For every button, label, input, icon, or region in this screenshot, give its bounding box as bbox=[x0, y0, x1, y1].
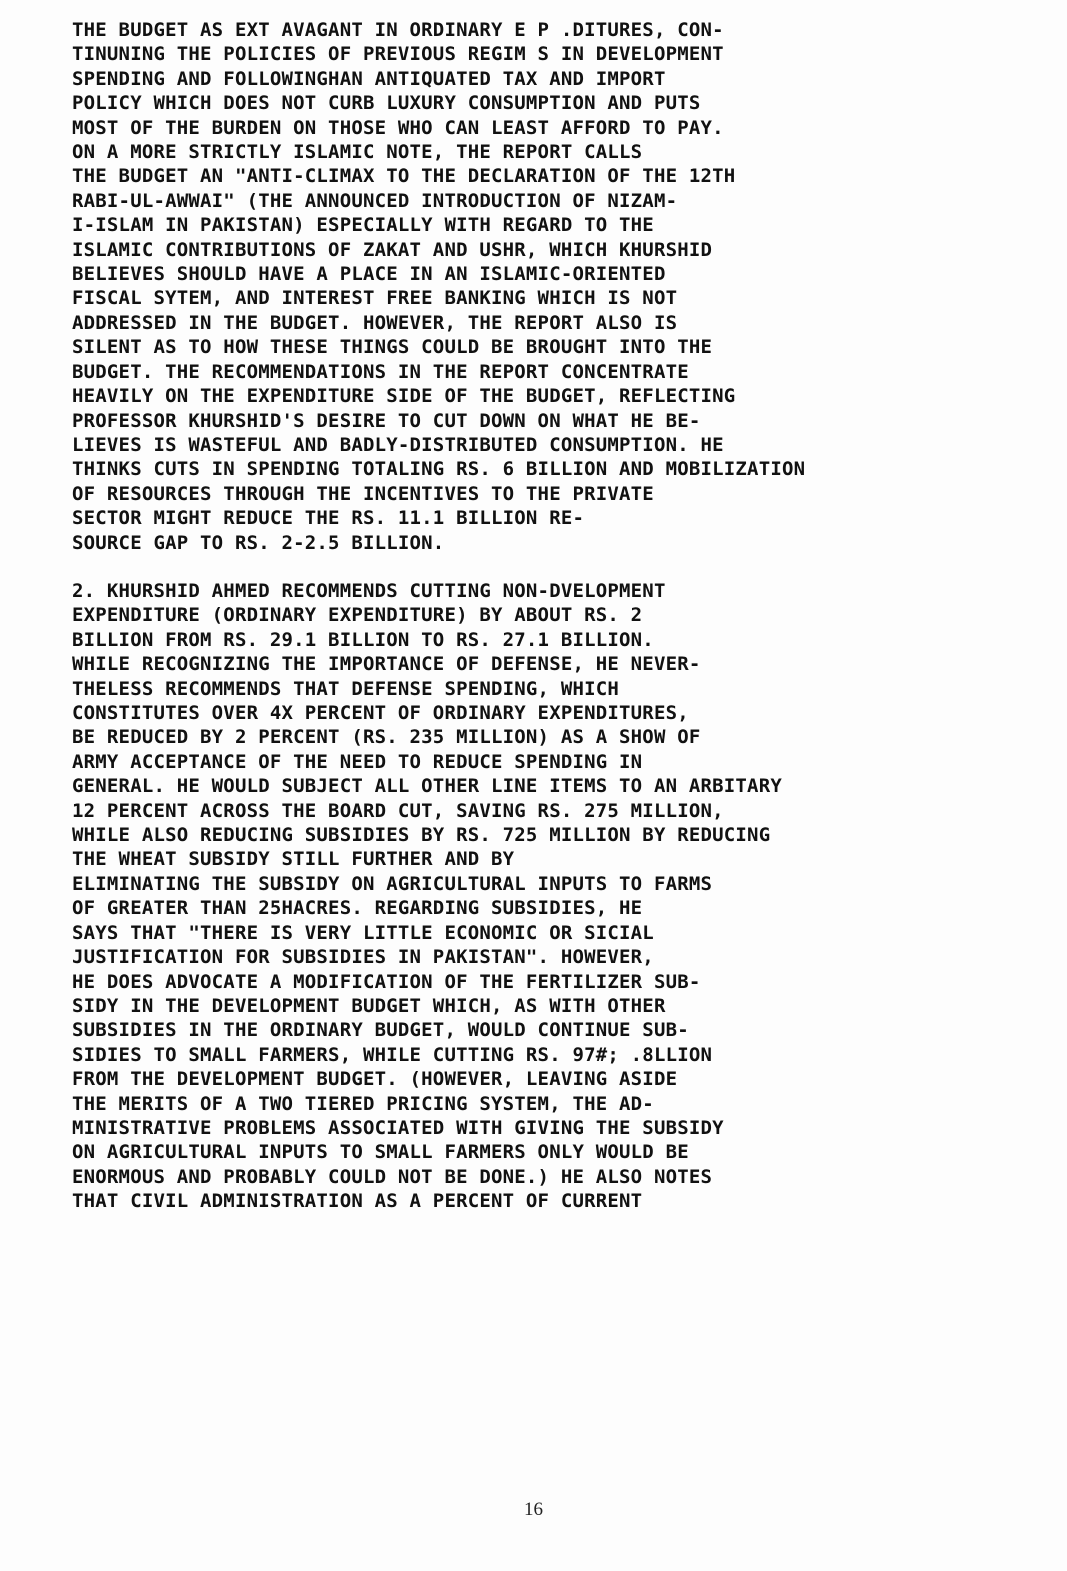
text-line: MINISTRATIVE PROBLEMS ASSOCIATED WITH GIVING THE SUBSIDY bbox=[72, 1116, 724, 1139]
text-line: SILENT AS TO HOW THESE THINGS COULD BE BROUGHT INTO THE bbox=[72, 336, 713, 359]
text-line: BUDGET. THE RECOMMENDATIONS IN THE REPORT CONCENTRATE bbox=[72, 360, 689, 383]
text-line: THE BUDGET AS EXT AVAGANT IN ORDINARY E P .DITURES, CON- bbox=[72, 19, 724, 41]
text-line: BELIEVES SHOULD HAVE A PLACE IN AN ISLAMIC-ORIENTED bbox=[72, 263, 666, 286]
text-line: ISLAMIC CONTRIBUTIONS OF ZAKAT AND USHR, WHICH KHURSHID bbox=[72, 238, 713, 261]
text-line: SECTOR MIGHT REDUCE THE RS. 11.1 BILLION RE- bbox=[72, 507, 585, 530]
text-line: 12 PERCENT ACROSS THE BOARD CUT, SAVING RS. 275 MILLION, bbox=[72, 799, 724, 822]
text-line: LIEVES IS WASTEFUL AND BADLY-DISTRIBUTED CONSUMPTION. HE bbox=[72, 433, 724, 456]
text-line: 2. KHURSHID AHMED RECOMMENDS CUTTING NON-DVELOPMENT bbox=[72, 580, 666, 602]
text-line: BE REDUCED BY 2 PERCENT (RS. 235 MILLION) AS A SHOW OF bbox=[72, 726, 701, 749]
text-line: THE MERITS OF A TWO TIERED PRICING SYSTEM, THE AD- bbox=[72, 1092, 654, 1115]
text-line: WHILE RECOGNIZING THE IMPORTANCE OF DEFENSE, HE NEVER- bbox=[72, 653, 701, 676]
text-line: SAYS THAT "THERE IS VERY LITTLE ECONOMIC OR SICIAL bbox=[72, 921, 654, 944]
text-line: POLICY WHICH DOES NOT CURB LUXURY CONSUMPTION AND PUTS bbox=[72, 92, 701, 115]
text-line: THE WHEAT SUBSIDY STILL FURTHER AND BY bbox=[72, 848, 515, 871]
text-line: CONSTITUTES OVER 4X PERCENT OF ORDINARY EXPENDITURES, bbox=[72, 702, 689, 725]
text-line: JUSTIFICATION FOR SUBSIDIES IN PAKISTAN". HOWEVER, bbox=[72, 946, 654, 969]
text-line: RABI-UL-AWWAI" (THE ANNOUNCED INTRODUCTION OF NIZAM- bbox=[72, 189, 678, 212]
text-line: TINUNING THE POLICIES OF PREVIOUS REGIM S IN DEVELOPMENT bbox=[72, 43, 724, 66]
text-line: THELESS RECOMMENDS THAT DEFENSE SPENDING, WHICH bbox=[72, 677, 620, 700]
page-number: 16 bbox=[524, 1499, 543, 1520]
text-line: ADDRESSED IN THE BUDGET. HOWEVER, THE REPORT ALSO IS bbox=[72, 311, 678, 334]
text-line: HE DOES ADVOCATE A MODIFICATION OF THE FERTILIZER SUB- bbox=[72, 970, 701, 993]
text-line: FISCAL SYTEM, AND INTEREST FREE BANKING WHICH IS NOT bbox=[72, 287, 678, 310]
text-line: ENORMOUS AND PROBABLY COULD NOT BE DONE.) HE ALSO NOTES bbox=[72, 1165, 713, 1188]
text-line: ARMY ACCEPTANCE OF THE NEED TO REDUCE SPENDING IN bbox=[72, 750, 643, 773]
paragraph-expenditure-recommendations bbox=[72, 579, 1032, 1214]
text-line: SOURCE GAP TO RS. 2-2.5 BILLION. bbox=[72, 531, 445, 554]
text-line: I-ISLAM IN PAKISTAN) ESPECIALLY WITH REGARD TO THE bbox=[72, 214, 654, 237]
text-line: THINKS CUTS IN SPENDING TOTALING RS. 6 BILLION AND MOBILIZATION bbox=[72, 458, 806, 481]
text-line: ELIMINATING THE SUBSIDY ON AGRICULTURAL INPUTS TO FARMS bbox=[72, 872, 713, 895]
text-line: SPENDING AND FOLLOWINGHAN ANTIQUATED TAX AND IMPORT bbox=[72, 67, 666, 90]
text-line: SIDIES TO SMALL FARMERS, WHILE CUTTING RS. 97#; .8LLION bbox=[72, 1043, 713, 1066]
text-line: BILLION FROM RS. 29.1 BILLION TO RS. 27.1 BILLION. bbox=[72, 628, 654, 651]
text-line: HEAVILY ON THE EXPENDITURE SIDE OF THE BUDGET, REFLECTING bbox=[72, 385, 736, 408]
text-line: GENERAL. HE WOULD SUBJECT ALL OTHER LINE ITEMS TO AN ARBITARY bbox=[72, 775, 782, 798]
text-line: THE BUDGET AN "ANTI-CLIMAX TO THE DECLARATION OF THE 12TH bbox=[72, 165, 736, 188]
text-line: PROFESSOR KHURSHID'S DESIRE TO CUT DOWN ON WHAT HE BE- bbox=[72, 409, 701, 432]
text-line: ON A MORE STRICTLY ISLAMIC NOTE, THE REPORT CALLS bbox=[72, 141, 643, 164]
text-line: OF RESOURCES THROUGH THE INCENTIVES TO THE PRIVATE bbox=[72, 482, 654, 505]
text-line: FROM THE DEVELOPMENT BUDGET. (HOWEVER, LEAVING ASIDE bbox=[72, 1068, 678, 1091]
text-line: ON AGRICULTURAL INPUTS TO SMALL FARMERS ONLY WOULD BE bbox=[72, 1141, 689, 1164]
text-line: MOST OF THE BURDEN ON THOSE WHO CAN LEAST AFFORD TO PAY. bbox=[72, 116, 724, 139]
text-line: WHILE ALSO REDUCING SUBSIDIES BY RS. 725 MILLION BY REDUCING bbox=[72, 824, 771, 847]
text-line: OF GREATER THAN 25HACRES. REGARDING SUBSIDIES, HE bbox=[72, 897, 643, 920]
text-line: EXPENDITURE (ORDINARY EXPENDITURE) BY ABOUT RS. 2 bbox=[72, 604, 643, 627]
paragraph-budget-critique bbox=[72, 18, 1032, 555]
text-line: THAT CIVIL ADMINISTRATION AS A PERCENT OF CURRENT bbox=[72, 1190, 643, 1213]
text-line: SIDY IN THE DEVELOPMENT BUDGET WHICH, AS WITH OTHER bbox=[72, 994, 666, 1017]
text-line: SUBSIDIES IN THE ORDINARY BUDGET, WOULD CONTINUE SUB- bbox=[72, 1019, 689, 1042]
